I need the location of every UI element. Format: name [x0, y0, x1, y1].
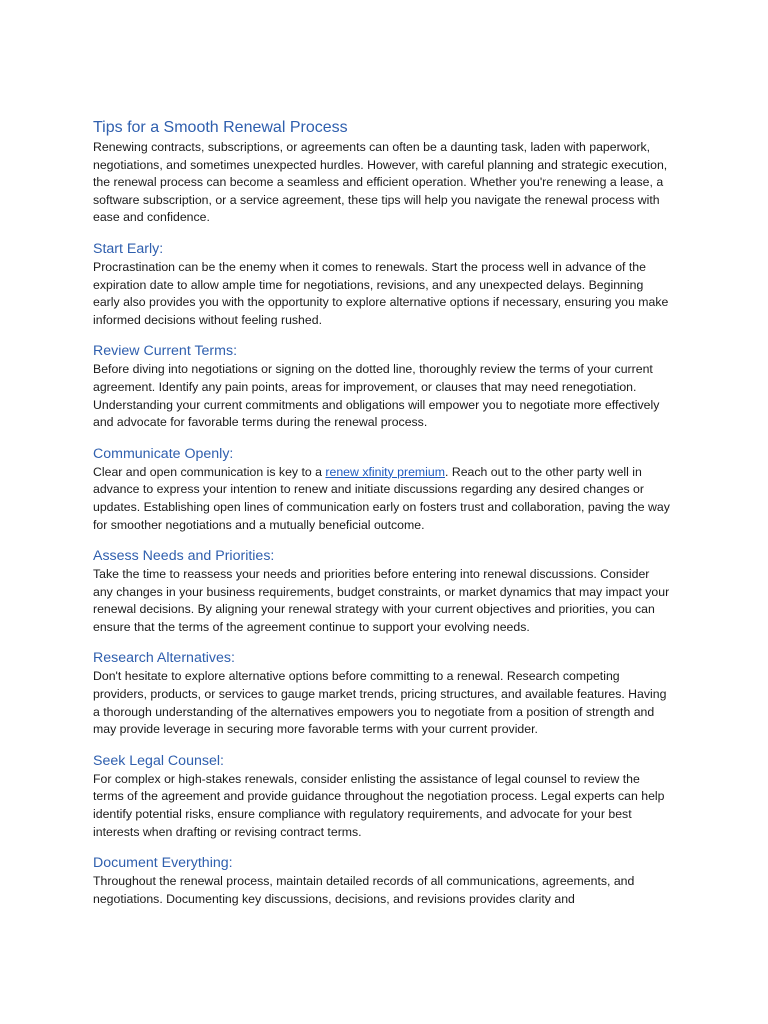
paragraph-assess-needs: Take the time to reassess your needs and priorities before entering into renewal discussions. Consider any changes in your business requirements, budget constraints, or market dynamics that may impact your renewal decisions. By aligning your renewal strategy with your current objectives and priorities, you can ensure that the terms of the agreement continue to support your evolving needs. — [93, 567, 670, 634]
paragraph-seek-legal-counsel: For complex or high-stakes renewals, consider enlisting the assistance of legal counsel to review the terms of the agreement and provide guidance throughout the negotiation process. Legal experts can help identify potential risks, ensure compliance with regulatory requirements, and advocate for your best interests when drafting or revising contract terms. — [93, 771, 665, 839]
paragraph-text-after-link: . Reach out to the other party well in advance to express your intention to renew and initiate discussions regarding any desired changes or updates. Establishing open lines of communication early on fosters trust and collaboration, paving the way for smoother negotiations and a mutually beneficial outcome. — [93, 464, 670, 532]
heading-review-current-terms: Review Current Terms: — [93, 343, 238, 360]
renew-xfinity-premium-link[interactable]: renew xfinity premium — [325, 464, 445, 479]
intro-paragraph: Renewing contracts, subscriptions, or agreements can often be a daunting task, laden with paperwork, negotiations, and sometimes unexpected hurdles. However, with careful planning and strategic execution, the renewal process can become a seamless and efficient operation. Whether you're renewing a lease, a software subscription, or a service agreement, these tips will help you navigate the renewal process with ease and confidence. — [93, 140, 668, 225]
paragraph-communicate-openly — [93, 464, 672, 534]
page-title: Tips for a Smooth Renewal Process — [93, 119, 348, 136]
heading-seek-legal-counsel: Seek Legal Counsel: — [93, 752, 224, 769]
paragraph-research-alternatives: Don't hesitate to explore alternative options before committing to a renewal. Research competing providers, products, or services to gauge market trends, pricing structures, and available features. Having a thorough understanding of the alternatives empowers you to negotiate from a position of strength and may provide leverage in securing more favorable terms with your current provider. — [93, 669, 667, 737]
heading-document-everything: Document Everything: — [93, 855, 233, 872]
paragraph-text-before-link: Clear and open communication is key to a — [93, 464, 326, 479]
heading-research-alternatives: Research Alternatives: — [93, 650, 235, 667]
heading-assess-needs: Assess Needs and Priorities: — [93, 548, 275, 565]
paragraph-start-early: Procrastination can be the enemy when it comes to renewals. Start the process well in advance of the expiration date to allow ample time for negotiations, revisions, and any unexpected delays. Beginning early also provides you with the opportunity to explore alternative options if necessary, ensuring you make informed decisions without feeling rushed. — [93, 259, 669, 327]
heading-communicate-openly: Communicate Openly: — [93, 445, 234, 462]
paragraph-review-current-terms: Before diving into negotiations or signing on the dotted line, thoroughly review the terms of your current agreement. Identify any pain points, areas for improvement, or clauses that may need renegotiation. Understanding your current commitments and obligations will empower you to negotiate more effectively and advocate for favorable terms during the renewal process. — [93, 362, 660, 430]
paragraph-document-everything: Throughout the renewal process, maintain detailed records of all communications, agreements, and negotiations. Documenting key discussions, decisions, and revisions provides clarity and — [93, 874, 635, 906]
heading-start-early: Start Early: — [93, 240, 164, 257]
